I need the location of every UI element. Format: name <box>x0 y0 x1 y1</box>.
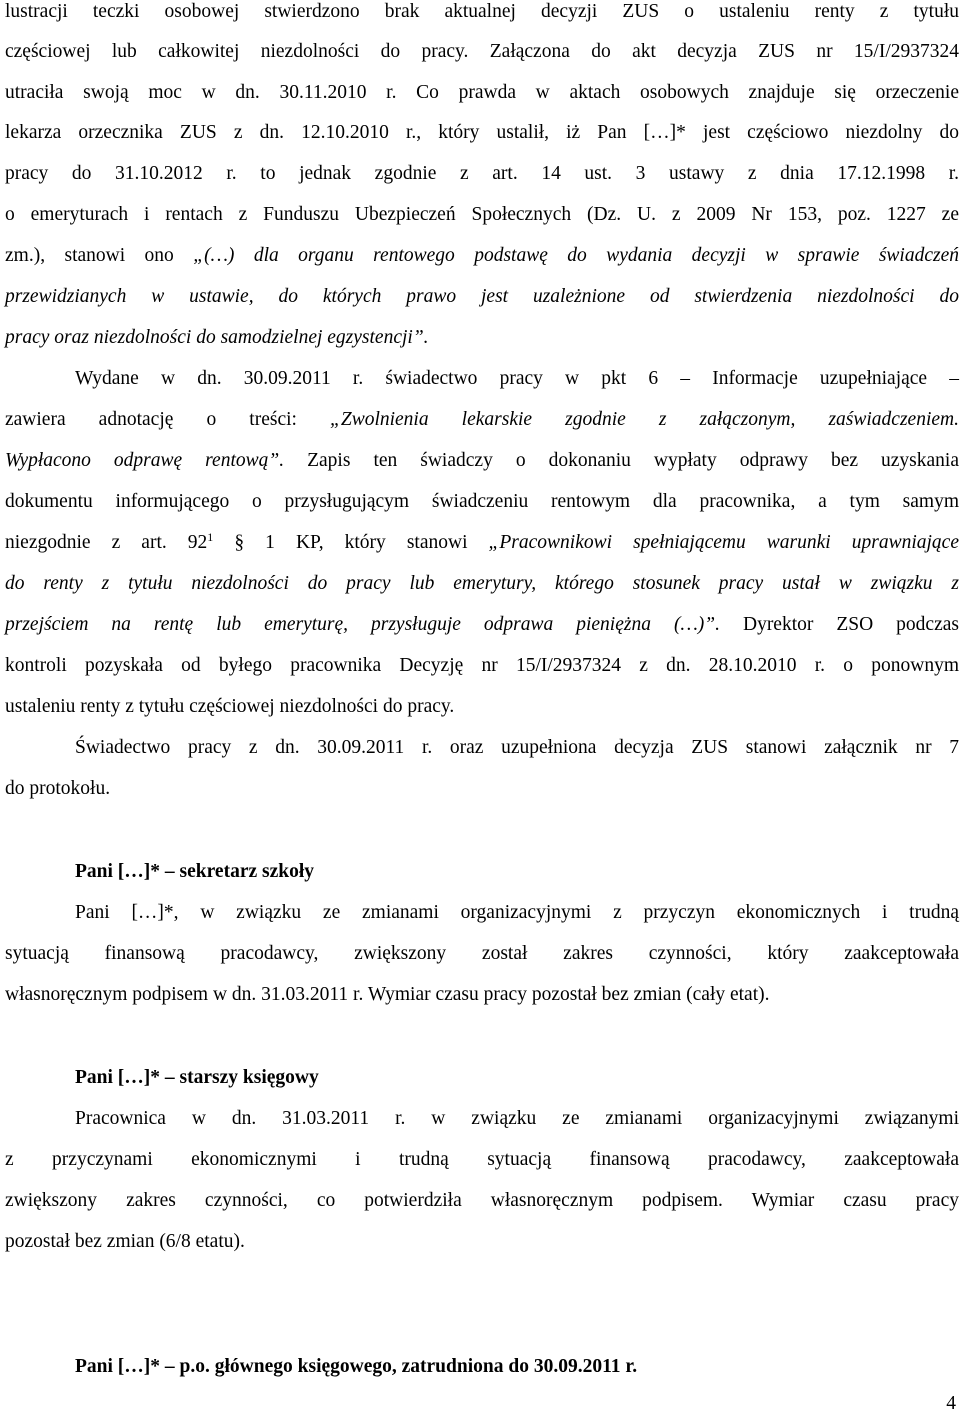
paragraph-line <box>5 244 959 268</box>
text-span: Zapis ten świadczy o dokonaniu wypłaty odprawy bez uzyskania <box>284 450 959 471</box>
text-span: zawiera adnotację o treści: <box>5 409 330 430</box>
quote-text: „(…) dla organu rentowego podstawę do wydania decyzji w sprawie świadczeń <box>193 245 959 266</box>
paragraph-line: z przyczynami ekonomicznymi i trudną sytuacją finansową pracodawcy, zaakceptowała <box>5 1149 959 1170</box>
text-span: Dyrektor ZSO podczas <box>720 614 959 635</box>
paragraph-line: własnoręcznym podpisem w dn. 31.03.2011 r. Wymiar czasu pracy pozostał bez zmian (cały etat). <box>5 984 770 1005</box>
paragraph-line: zwiększony zakres czynności, co potwierdziła własnoręcznym podpisem. Wymiar czasu pracy <box>5 1190 959 1211</box>
section-heading-accountant: Pani […]* – starszy księgowy <box>75 1067 319 1088</box>
paragraph-line: lustracji teczki osobowej stwierdzono brak aktualnej decyzji ZUS o ustaleniu renty z tytułu <box>5 1 959 22</box>
paragraph-line: kontroli pozyskała od byłego pracownika Decyzję nr 15/I/2937324 z dn. 28.10.2010 r. o ponownym <box>5 655 959 676</box>
paragraph-line: sytuacją finansową pracodawcy, zwiększony został zakres czynności, który zaakceptowała <box>5 943 959 964</box>
paragraph-line: dokumentu informującego o przysługującym świadczeniu rentowym dla pracownika, a tym samym <box>5 491 959 512</box>
quote-text: przejściem na rentę lub emeryturę, przysługuje odprawa pieniężna (…)”. <box>5 614 720 635</box>
quote-text: Wypłacono odprawę rentową”. <box>5 450 285 471</box>
paragraph-line: do protokołu. <box>5 778 111 799</box>
page-number: 4 <box>946 1393 956 1414</box>
paragraph-line: częściowej lub całkowitej niezdolności do pracy. Załączona do akt decyzja ZUS nr 15/I/2937324 <box>5 41 959 62</box>
paragraph-line: Świadectwo pracy z dn. 30.09.2011 r. oraz uzupełniona decyzja ZUS stanowi załącznik nr 7 <box>75 737 959 758</box>
paragraph-line: utraciła swoją moc w dn. 30.11.2010 r. Co prawda w aktach osobowych znajduje się orzeczenie <box>5 82 959 103</box>
quote-text: „Zwolnienia lekarskie zgodnie z załączonym, zaświadczeniem. <box>330 409 959 430</box>
paragraph-line <box>5 613 959 637</box>
paragraph-line: lekarza orzecznika ZUS z dn. 12.10.2010 r., który ustalił, iż Pan […]* jest częściowo niezdolny do <box>5 122 959 143</box>
paragraph-line <box>5 408 959 432</box>
paragraph-line: Pani […]*, w związku ze zmianami organizacyjnymi z przyczyn ekonomicznych i trudną <box>75 902 959 923</box>
paragraph-line: pozostał bez zmian (6/8 etatu). <box>5 1231 245 1252</box>
quote-text: „Pracownikowi spełniającemu warunki uprawniające <box>488 532 959 553</box>
paragraph-line: o emeryturach i rentach z Funduszu Ubezpieczeń Społecznych (Dz. U. z 2009 Nr 153, poz. 1227 ze <box>5 204 959 225</box>
paragraph-line: pracy oraz niezdolności do samodzielnej egzystencji”. <box>5 327 429 348</box>
paragraph-line: przewidzianych w ustawie, do których prawo jest uzależnione od stwierdzenia niezdolności do <box>5 286 959 307</box>
paragraph-line: pracy do 31.10.2012 r. to jednak zgodnie z art. 14 ust. 3 ustawy z dnia 17.12.1998 r. <box>5 163 959 184</box>
superscript: 1 <box>207 530 214 544</box>
text-span: niezgodnie z art. 92 <box>5 532 208 553</box>
paragraph-line: Wydane w dn. 30.09.2011 r. świadectwo pracy w pkt 6 – Informacje uzupełniające – <box>75 368 959 389</box>
paragraph-line <box>5 531 959 555</box>
text-span: § 1 KP, który stanowi <box>213 532 489 553</box>
paragraph-line: Pracownica w dn. 31.03.2011 r. w związku ze zmianami organizacyjnymi związanymi <box>75 1108 959 1129</box>
paragraph-line <box>5 449 959 473</box>
section-heading-chief-accountant: Pani […]* – p.o. głównego księgowego, zatrudniona do 30.09.2011 r. <box>75 1356 638 1377</box>
paragraph-line: do renty z tytułu niezdolności do pracy lub emerytury, którego stosunek pracy ustał w związku z <box>5 573 959 594</box>
paragraph-line: ustaleniu renty z tytułu częściowej niezdolności do pracy. <box>5 696 455 717</box>
section-heading-secretary: Pani […]* – sekretarz szkoły <box>75 861 315 882</box>
text-span: zm.), stanowi ono <box>5 245 194 266</box>
